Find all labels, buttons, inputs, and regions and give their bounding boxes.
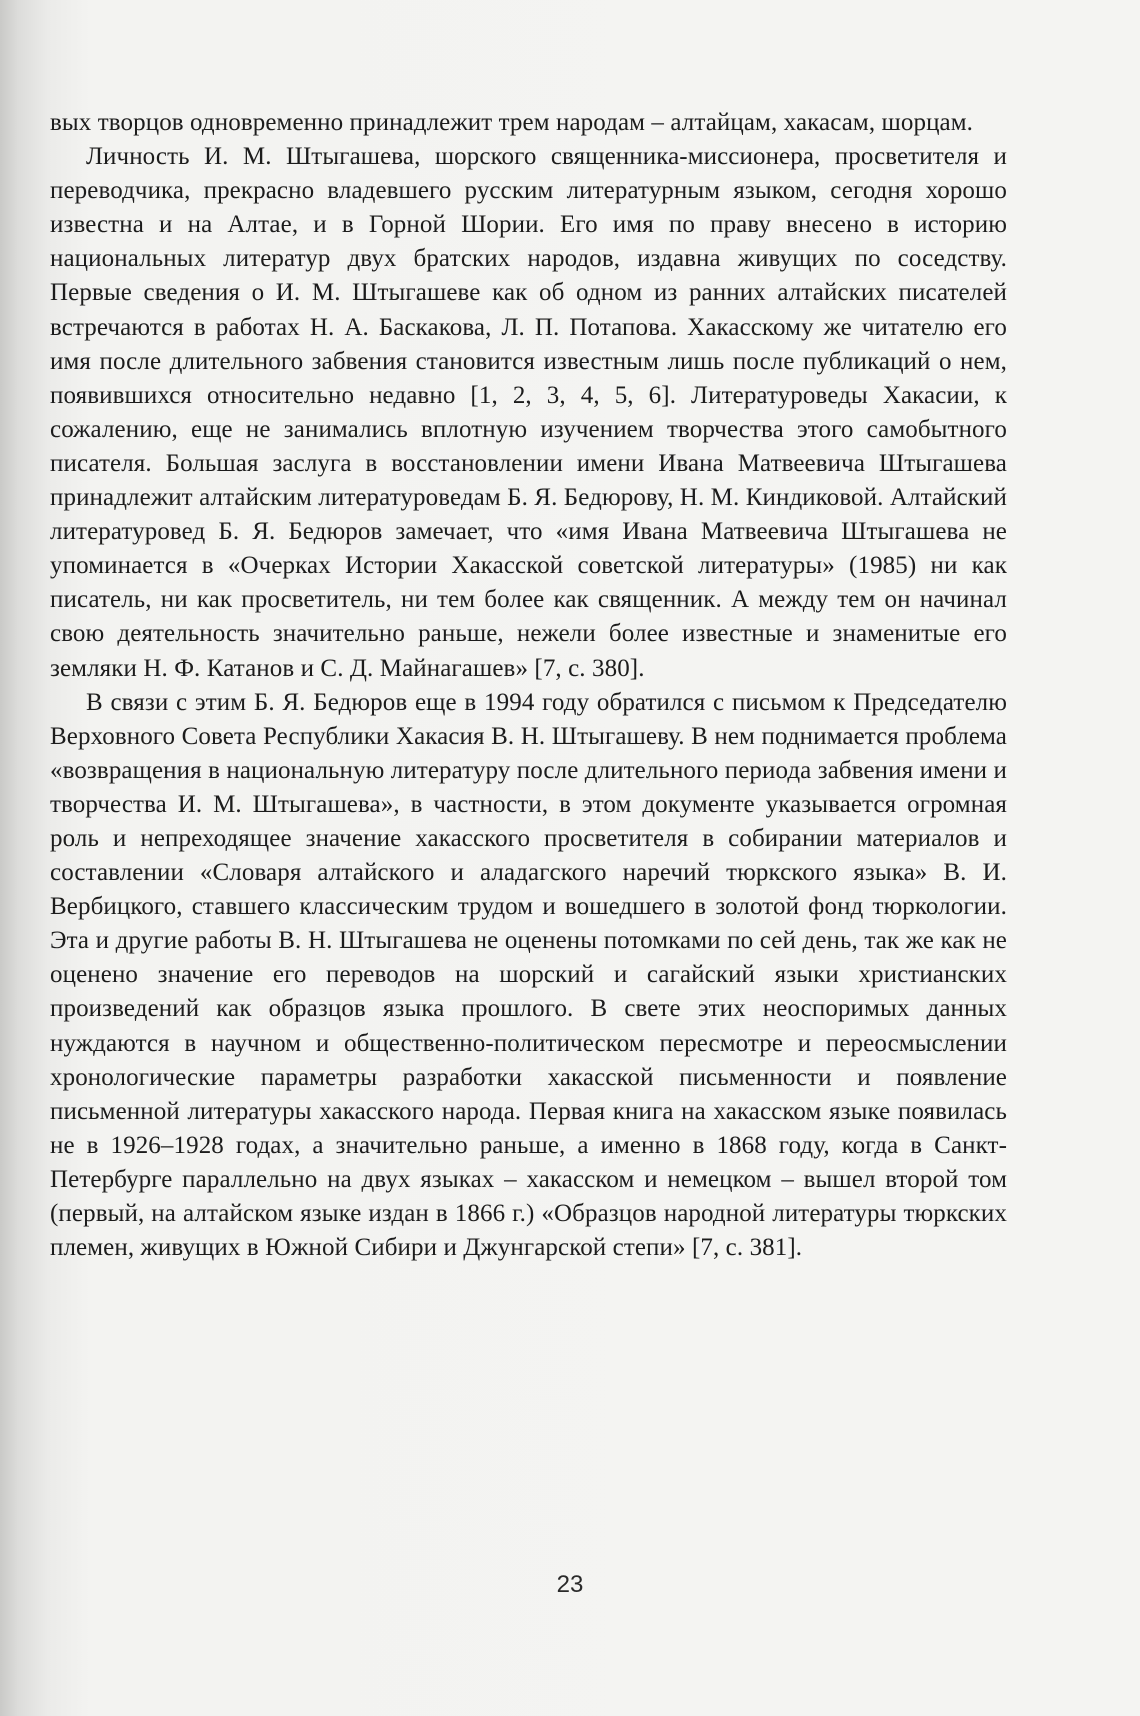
page-number: 23 xyxy=(556,1571,584,1598)
paragraph-continuation: вых творцов одновременно принадлежит трем народам – алтайцам, хакасам, шорцам. xyxy=(50,109,974,136)
body-text xyxy=(50,106,1007,1265)
paragraph-shtygashev-personality: Личность И. М. Штыгашева, шорского священника-миссионера, просветителя и переводчика, прекрасно владевшего русским литературным языком, сегодня хорошо известна и на Алтае, и в Горной Шории. Его имя по праву внесено в историю национальных литератур двух братских народов, издавна живущих по соседству. Первые сведения о И. М. Штыгашеве как об одном из ранних алтайских писателей встречаются в работах Н. А. Баскакова, Л. П. Потапова. Хакасскому же читателю его имя после длительного забвения становится известным лишь после публикаций о нем, появившихся относительно недавно [1, 2, 3, 4, 5, 6]. Литературоведы Хакасии, к сожалению, еще не занимались вплотную изучением творчества этого самобытного писателя. Большая заслуга в восстановлении имени Ивана Матвеевича Штыгашева принадлежит алтайским литературоведам Б. Я. Бедюрову, Н. М. Киндиковой. Алтайский литературовед Б. Я. Бедюров замечает, что «имя Ивана Матвеевича Штыгашева не упоминается в «Очерках Истории Хакасской советской литературы» (1985) ни как писатель, ни как просветитель, ни тем более как священник. А между тем он начинал свою деятельность значительно раньше, нежели более известные и знаменитые его земляки Н. Ф. Катанов и С. Д. Майнагашев» [7, с. 380]. xyxy=(50,143,1007,682)
paragraph-bedyurov-letter: В связи с этим Б. Я. Бедюров еще в 1994 году обратился с письмом к Председателю Верховного Совета Республики Хакасия В. Н. Штыгашеву. В нем поднимается проблема «возвращения в национальную литературу после длительного периода забвения имени и творчества И. М. Штыгашева», в частности, в этом документе указывается огромная роль и непреходящее значение хакасского просветителя в собирании материалов и составлении «Словаря алтайского и аладагского наречий тюркского языка» В. И. Вербицкого, ставшего классическим трудом и вошедшего в золотой фонд тюркологии. Эта и другие работы В. Н. Штыгашева не оценены потомками по сей день, так же как не оценено значение его переводов на шорский и сагайский языки христианских произведений как образцов языка прошлого. В свете этих неоспоримых данных нуждаются в научном и общественно-политическом пересмотре и переосмыслении хронологические параметры разработки хакасской письменности и появление письменной литературы хакасского народа. Первая книга на хакасском языке появилась не в 1926–1928 годах, а значительно раньше, а именно в 1868 году, когда в Санкт-Петербурге параллельно на двух языках – хакасском и немецком – вышел второй том (первый, на алтайском языке издан в 1866 г.) «Образцов народной литературы тюркских племен, живущих в Южной Сибири и Джунгарской степи» [7, с. 381]. xyxy=(50,688,1007,1262)
